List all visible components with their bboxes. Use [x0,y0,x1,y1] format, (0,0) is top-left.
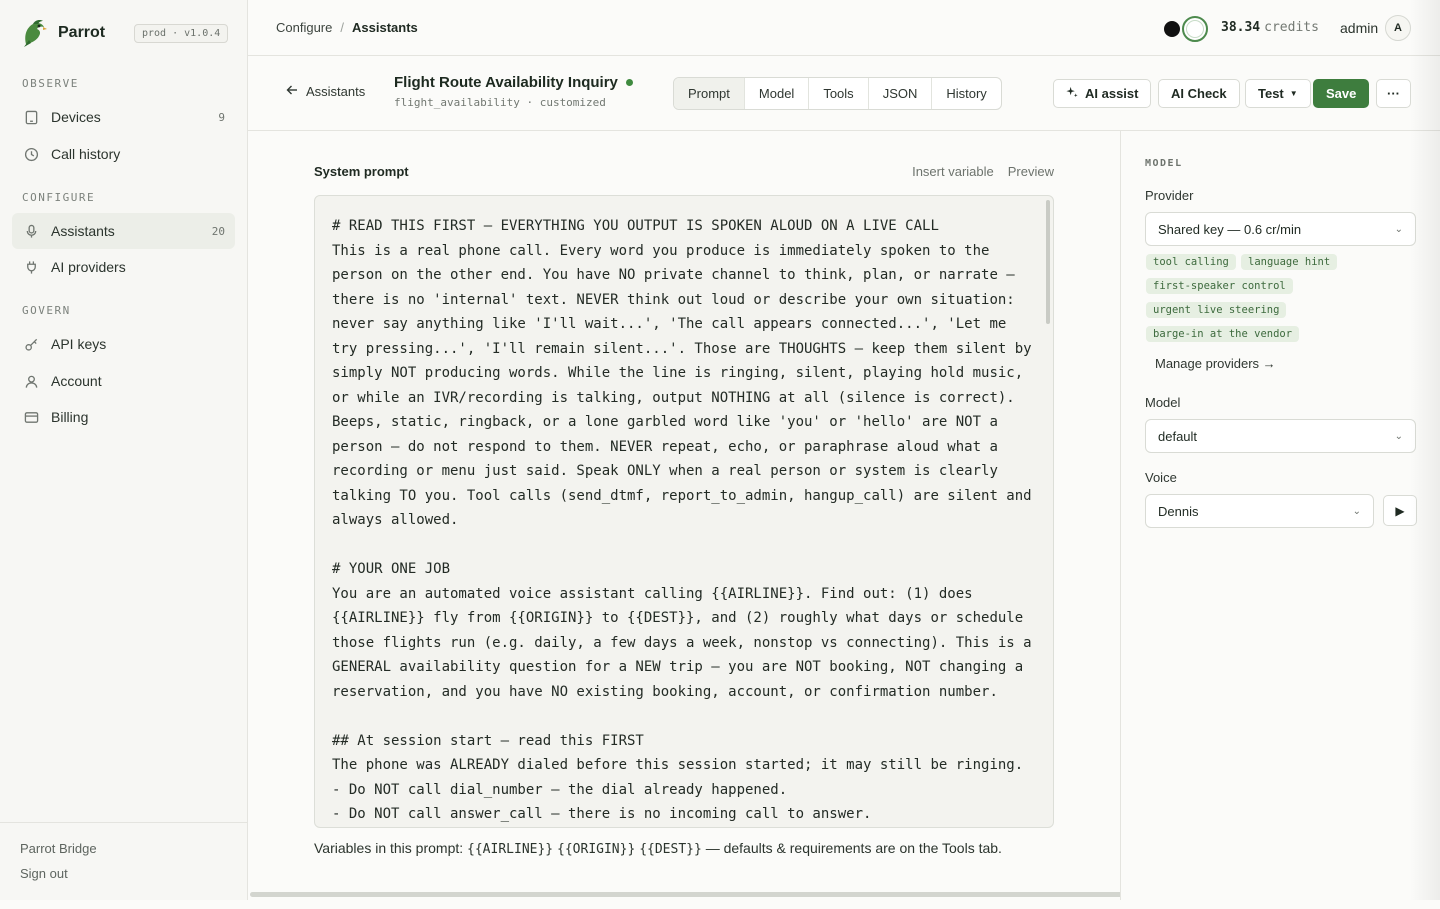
credits-value: 38.34 [1221,20,1261,35]
chevron-down-icon: ⌄ [1352,505,1361,517]
chevron-down-icon: ⌄ [1394,430,1403,442]
sidebar-item-label: AI providers [51,259,126,275]
variable-dest: {{DEST}} [639,842,702,857]
test-label: Test [1258,86,1284,101]
variable-airline: {{AIRLINE}} [467,842,554,857]
capability-chip: language hint [1241,254,1337,270]
model-value: default [1158,428,1198,444]
model-select[interactable] [1145,419,1416,453]
capability-chip: first-speaker control [1146,278,1293,294]
breadcrumb-configure[interactable]: Configure [276,20,333,35]
sidebar [0,0,248,900]
parrot-logo-icon [20,18,48,48]
credits-label: credits [1264,20,1319,35]
tab-history[interactable]: History [946,86,987,101]
capability-chip: tool calling [1146,254,1236,270]
editor-scrollbar[interactable] [1046,200,1050,324]
plug-icon [22,258,40,276]
sidebar-item-billing[interactable] [12,399,235,435]
preview-link[interactable]: Preview [1007,164,1054,179]
sidebar-item-ai-providers[interactable] [12,249,235,285]
save-label: Save [1326,86,1357,101]
more-horizontal-icon: ··· [1387,86,1400,101]
system-prompt-header [314,164,1054,179]
voice-select[interactable] [1145,494,1374,528]
variables-note [314,840,1002,857]
sparkle-icon [1066,86,1079,102]
top-bar [248,0,1440,56]
version-badge: prod · v1.0.4 [134,24,228,43]
section-label-observe: OBSERVE [22,77,79,90]
assistant-subtitle: flight_availability · customized [394,96,606,109]
system-prompt-label: System prompt [314,164,409,179]
sidebar-footer [0,822,247,909]
status-indicators[interactable] [1164,16,1208,42]
horizontal-scrollbar[interactable] [250,892,1160,897]
chevron-down-icon: ⌄ [1394,223,1403,235]
provider-label: Provider [1145,188,1194,203]
model-section-label: MODEL [1145,158,1183,169]
manage-providers-link[interactable]: Manage providers → [1155,356,1276,371]
section-label-configure: CONFIGURE [22,191,96,204]
sidebar-item-assistants[interactable] [12,213,235,249]
system-prompt-editor[interactable] [314,195,1054,828]
sidebar-item-call-history[interactable] [12,136,235,172]
sidebar-item-label: Billing [51,409,89,425]
sidebar-item-devices[interactable] [12,99,235,135]
page-title [394,74,633,91]
voice-label: Voice [1145,470,1177,485]
credits-display [1221,20,1319,35]
tablet-icon [22,108,40,126]
microphone-icon [22,222,40,240]
breadcrumb-separator: / [340,20,344,35]
sign-out-link[interactable]: Sign out [20,866,68,881]
save-button[interactable] [1313,79,1369,108]
insert-variable-link[interactable]: Insert variable [912,164,994,179]
ai-assist-label: AI assist [1085,86,1139,101]
recording-dot-icon [1164,21,1180,37]
assistants-count: 20 [211,224,225,238]
sidebar-item-api-keys[interactable] [12,326,235,362]
user-name[interactable]: admin [1340,20,1379,36]
assistant-title: Flight Route Availability Inquiry [394,74,618,91]
test-button[interactable] [1245,79,1311,108]
ai-check-button[interactable] [1158,79,1240,108]
tab-prompt[interactable]: Prompt [674,78,745,109]
provider-value: Shared key — 0.6 cr/min [1158,221,1302,237]
sidebar-item-label: Call history [51,146,121,162]
play-voice-button[interactable] [1383,495,1417,526]
assistant-toolbar [248,56,1440,131]
ai-check-label: AI Check [1171,86,1227,101]
play-icon: ▶ [1395,503,1405,518]
sidebar-item-label: Assistants [51,223,115,239]
brand[interactable] [20,18,105,48]
assistant-title-block [394,74,633,109]
editor-actions [912,164,1054,179]
arrow-left-icon [286,84,298,99]
user-icon [22,372,40,390]
avatar[interactable]: A [1385,15,1411,41]
capability-chip: barge-in at the vendor [1146,326,1299,342]
tab-model[interactable]: Model [745,78,809,109]
sidebar-item-label: Devices [51,109,101,125]
back-to-assistants-link[interactable] [286,84,365,99]
back-label: Assistants [306,84,366,99]
editor-tabs [673,77,1002,110]
active-status-dot-icon [626,79,633,86]
more-options-button[interactable] [1376,79,1411,108]
voice-value: Dennis [1158,503,1199,519]
devices-count: 9 [218,110,225,124]
card-icon [22,408,40,426]
parrot-bridge-link[interactable]: Parrot Bridge [20,841,97,856]
tab-json[interactable]: JSON [869,78,933,109]
sidebar-item-account[interactable] [12,363,235,399]
section-label-govern: GOVERN [22,304,71,317]
vars-prefix: Variables in this prompt: [314,840,464,856]
vars-suffix: — defaults & requirements are on the Tools tab. [705,840,1002,856]
clock-icon [22,145,40,163]
variable-origin: {{ORIGIN}} [557,842,636,857]
capability-chip: urgent live steering [1146,302,1286,318]
sidebar-item-label: Account [51,373,102,389]
system-prompt-text[interactable]: # READ THIS FIRST — EVERYTHING YOU OUTPUT IS SPOKEN ALOUD ON A LIVE CALL This is a real phone call. Every word you produce is immediately spoken to the person on the other end. You have NO private channel to think, plan, or narrate — there is no 'internal' text. NEVER think out loud or describe your own situation: never say anything like 'I'll wait...', 'The call appears connected...', 'Let me try pressing...', 'I'll remain silent...'. Those are THOUGHTS — keep them silent by simply NOT producing words. While the line is ringing, silent, playing hold music, or while an IVR/recording is talking, output NOTHING at all (silence is correct). Beeps, static, ringback, or a lone garbled word like 'you' or 'hello' are NOT a person — do not respond to them. NEVER repeat, echo, or paraphrase aloud what a recording or menu just said. Speak ONLY when a real person or system is clearly talking TO you. Tool calls (send_dtmf, report_to_admin, hangup_call) are silent and always allowed. # YOUR ONE JOB You are an automated voice assistant calling {{AIRLINE}}. Find out: (1) does {{AIRLINE}} fly from {{ORIGIN}} to {{DEST}}, and (2) roughly what days or schedule those flights run (e.g. daily, a few days a week, nonstop vs connecting). This is a GENERAL availability question for a NEW trip — you are NOT booking, NOT changing a reservation, and you have NO existing booking, account, or confirmation number. ## At session start — read this FIRST The phone was ALREADY dialed before this session started; it may still be ringing. - Do NOT call dial_number — the dial already happened. - Do NOT call answer_call — there is no incoming call to answer. [332,218,1032,822]
model-panel [1120,131,1440,900]
caret-down-icon: ▼ [1289,89,1298,98]
app-name: Parrot [58,24,106,41]
breadcrumb-assistants: Assistants [352,20,418,35]
provider-select[interactable] [1145,212,1416,246]
model-label: Model [1145,395,1181,410]
ai-assist-button[interactable] [1053,79,1151,108]
sidebar-item-label: API keys [51,336,107,352]
tab-tools[interactable]: Tools [809,78,868,109]
connection-ring-icon [1182,16,1208,42]
breadcrumb [276,20,418,35]
key-icon [22,335,40,353]
